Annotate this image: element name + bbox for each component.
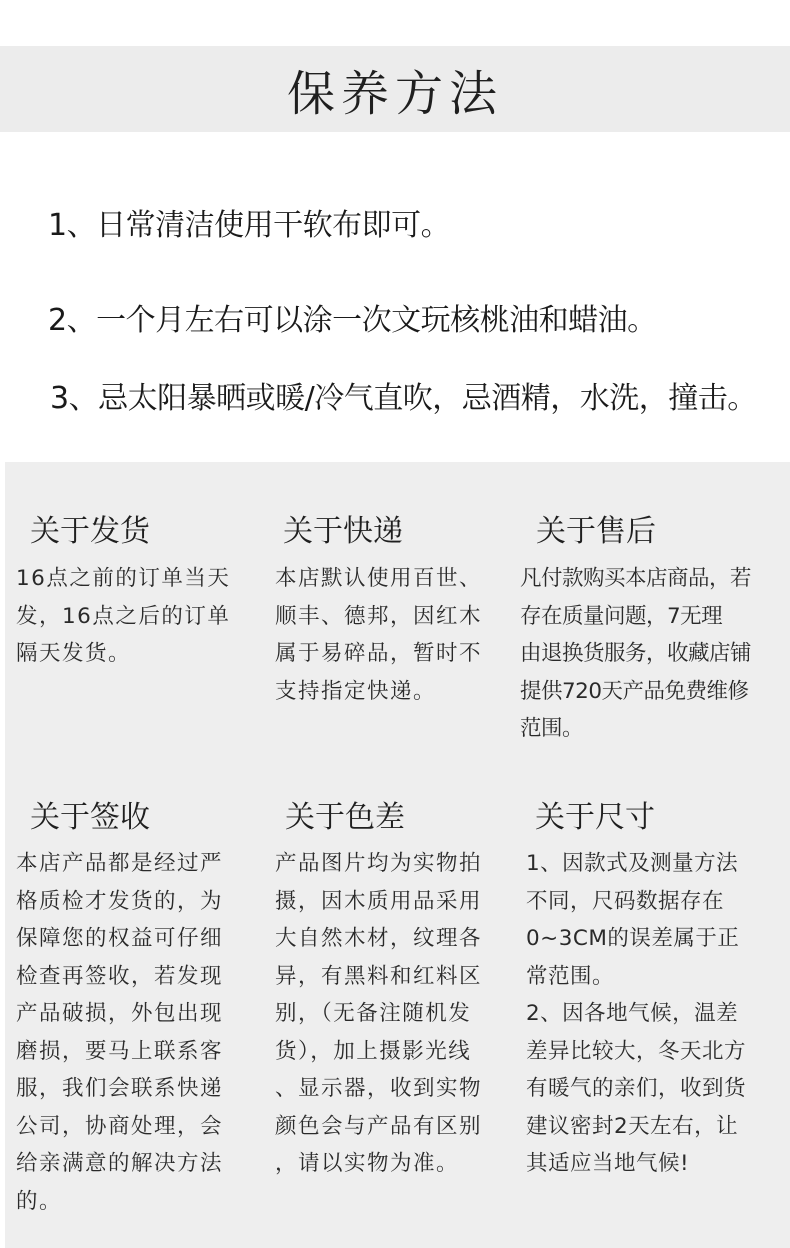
care-header-banner	[0, 46, 790, 132]
care-item: 2、一个月左右可以涂一次文玩核桃油和蜡油。	[48, 303, 657, 338]
text-line: ，请以实物为准。	[275, 1151, 460, 1176]
text-line: 顺丰、德邦，因红木	[275, 603, 483, 629]
care-item: 1、日常清洁使用干软布即可。	[48, 208, 451, 243]
text-line: 支持指定快递。	[275, 678, 437, 704]
text-line: 不同，尺码数据存在	[526, 888, 725, 914]
text-line: 公司，协商处理，会	[16, 1113, 224, 1139]
text-line: 异，有黑料和红料区	[275, 963, 483, 989]
size-text	[526, 845, 788, 1183]
signing-title: 关于签收	[30, 800, 150, 835]
size-title: 关于尺寸	[535, 800, 655, 835]
text-line: 别，（无备注随机发	[275, 1001, 472, 1026]
text-line: 的。	[16, 1188, 63, 1214]
text-line: 2、因各地气候，温差	[526, 1001, 739, 1026]
text-line: 大自然木材，纹理各	[275, 926, 483, 951]
text-line: 保障您的权益可仔细	[16, 926, 224, 951]
text-line: 本店默认使用百世、	[275, 566, 483, 591]
express-text	[275, 560, 537, 710]
care-item: 3、忌太阳暴晒或暖/冷气直吹，忌酒精，水洗，撞击。	[50, 381, 757, 416]
text-line: 产品图片均为实物拍	[275, 851, 483, 876]
text-line: 摄，因木质用品采用	[275, 888, 483, 914]
text-line: 本店产品都是经过严	[16, 851, 224, 876]
shipping-title: 关于发货	[30, 514, 150, 549]
express-title: 关于快递	[283, 514, 403, 549]
shipping-text	[16, 560, 278, 673]
text-line: 颜色会与产品有区别	[275, 1113, 483, 1139]
color-difference-title: 关于色差	[285, 800, 405, 835]
text-line: 有暖气的亲们，收到货	[526, 1076, 747, 1101]
text-line: 由退换货服务，收藏店铺	[520, 641, 752, 666]
text-line: 存在质量问题，7无理	[520, 603, 723, 629]
page-title: 保养方法	[286, 65, 503, 122]
text-line: 给亲满意的解决方法	[16, 1151, 224, 1176]
text-line: 1、因款式及测量方法	[526, 851, 739, 876]
text-line: 建议密封2天左右，让	[526, 1113, 739, 1139]
aftersale-title: 关于售后	[536, 514, 656, 549]
text-line: 检查再签收，若发现	[16, 963, 224, 989]
text-line: 发，16点之后的订单	[16, 603, 231, 629]
text-line: 磨损，要马上联系客	[16, 1038, 224, 1064]
text-line: 16点之前的订单当天	[16, 566, 231, 591]
text-line: 、显示器，收到实物	[275, 1076, 483, 1101]
text-line: 货），加上摄影光线	[275, 1038, 472, 1064]
store-policy-panel	[5, 462, 790, 1248]
text-line: 凡付款购买本店商品，若	[520, 566, 752, 591]
text-line: 格质检才发货的，为	[16, 888, 224, 914]
text-line: 常范围。	[526, 963, 615, 989]
color-difference-text	[275, 845, 537, 1183]
text-line: 提供720天产品免费维修	[520, 678, 749, 704]
text-line: 0~3CM的误差属于正	[526, 926, 740, 951]
text-line: 其适应当地气候!	[526, 1151, 690, 1176]
text-line: 属于易碎品，暂时不	[275, 641, 483, 666]
text-line: 产品破损，外包出现	[16, 1001, 224, 1026]
text-line: 差异比较大，冬天北方	[526, 1038, 747, 1064]
text-line: 服，我们会联系快递	[16, 1076, 224, 1101]
aftersale-text	[520, 560, 782, 748]
text-line: 范围。	[520, 716, 584, 741]
text-line: 隔天发货。	[16, 641, 132, 666]
signing-text	[16, 845, 278, 1220]
